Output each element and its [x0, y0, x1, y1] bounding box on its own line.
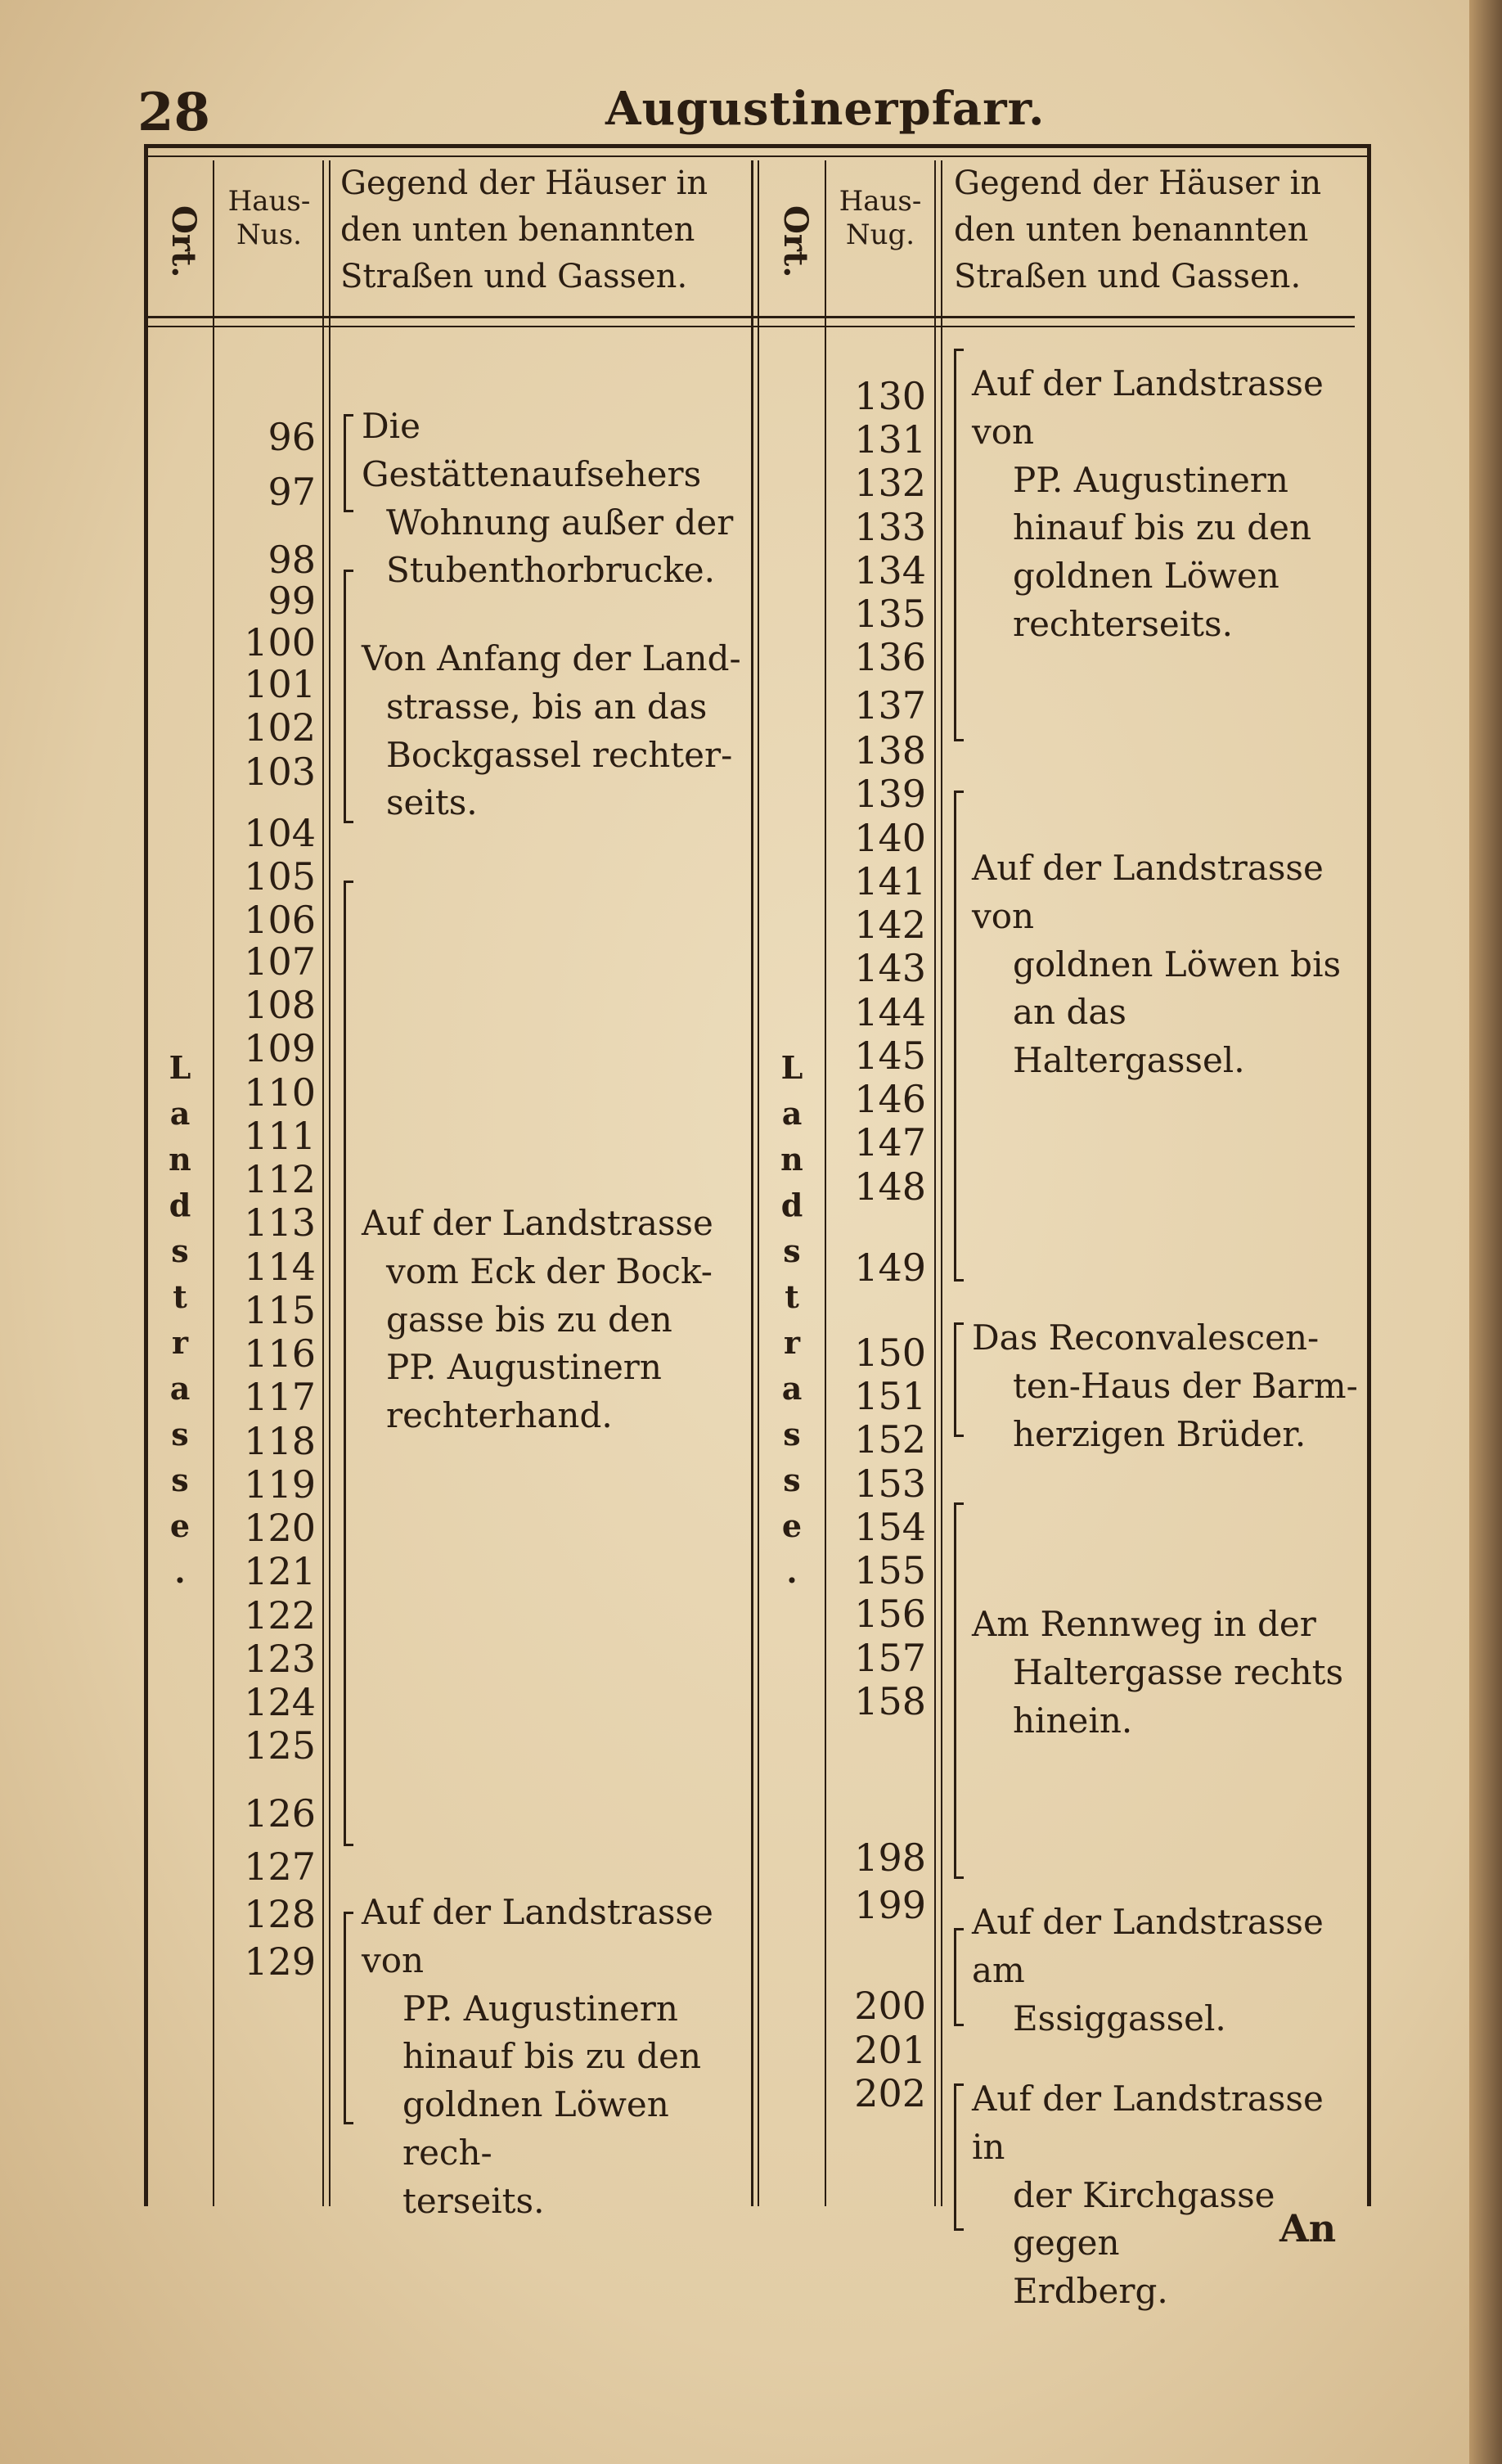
right-entry-5 [972, 1899, 1363, 2043]
entry-line: goldnen Löwen [1013, 556, 1279, 597]
header-gegend-line: Gegend der Häuser in [340, 164, 708, 202]
entry-line: herzigen Brüder. [1013, 1413, 1306, 1454]
house-number: 145 [854, 1033, 926, 1078]
entry-line: Auf der Landstrasse am [972, 1902, 1324, 1990]
col-rule-3 [825, 160, 826, 2206]
house-number: 96 [268, 414, 316, 459]
brace [344, 414, 354, 512]
col-rule-4 [934, 160, 936, 2206]
entry-line: Die Gestättenaufsehers [362, 406, 702, 494]
entry-line: hinauf bis zu den [1013, 507, 1312, 548]
house-number: 140 [854, 815, 926, 860]
left-entry-2 [362, 635, 746, 827]
entry-line: ten-Haus der Barm- [1013, 1365, 1358, 1406]
house-number: 139 [854, 772, 926, 817]
house-number: 200 [854, 1984, 926, 2029]
side-label-letter: s [171, 1462, 189, 1498]
brace [954, 2083, 965, 2231]
entry-line: Wohnung außer der [386, 502, 734, 543]
house-number: 117 [244, 1375, 316, 1420]
house-number: 125 [244, 1723, 316, 1768]
left-entry-4 [362, 1889, 746, 2226]
side-label-letter: s [783, 1462, 801, 1498]
side-label-letter: a [169, 1095, 191, 1132]
header-rule-thin [144, 326, 1355, 327]
header-haus-nr-right: Haus- Nug. [839, 185, 922, 251]
entry-line: strasse, bis an das [386, 686, 708, 727]
house-number: 104 [244, 810, 316, 855]
col-rule-2b [329, 160, 331, 2206]
catchword: An [1279, 2206, 1337, 2250]
house-number: 103 [244, 749, 316, 794]
left-entry-1 [362, 403, 746, 595]
entry-line: Am Rennweg in der [972, 1604, 1316, 1644]
entry-line: Essiggassel. [1013, 1998, 1226, 2038]
header-gegend-line: Straßen und Gassen. [340, 257, 688, 295]
side-label-letter: e [781, 1507, 803, 1544]
top-rule-thin [144, 155, 1371, 157]
house-number: 155 [854, 1548, 926, 1593]
house-number: 120 [244, 1506, 316, 1551]
house-number: 118 [244, 1418, 316, 1463]
entry-line: PP. Augustinern [1013, 459, 1288, 500]
house-number: 135 [854, 592, 926, 637]
house-number: 138 [854, 728, 926, 773]
page-edge [1469, 0, 1502, 2464]
right-entry-2 [972, 845, 1363, 1085]
page-number: 28 [137, 82, 211, 143]
house-number: 107 [244, 939, 316, 984]
house-number: 134 [854, 547, 926, 592]
col-rule-mid-b [758, 160, 759, 2206]
house-number: 201 [854, 2027, 926, 2072]
entry-line: PP. Augustinern [402, 1988, 678, 2029]
entry-line: Auf der Landstrasse [362, 1203, 713, 1243]
house-number: 143 [854, 946, 926, 991]
side-label-letter: . [174, 1553, 186, 1590]
house-number: 133 [854, 504, 926, 549]
header-ort: Ort. [164, 205, 203, 278]
side-label-letter: t [785, 1278, 799, 1315]
house-number: 147 [854, 1120, 926, 1165]
house-number: 98 [268, 537, 316, 582]
entry-line: Auf der Landstrasse in [972, 2079, 1324, 2167]
house-number: 157 [854, 1635, 926, 1680]
house-number: 156 [854, 1592, 926, 1637]
house-number: 199 [854, 1883, 926, 1928]
header-gegend-line: den unten benannten [954, 210, 1309, 249]
house-number: 121 [244, 1549, 316, 1594]
col-rule-mid [751, 160, 753, 2206]
side-label-letter: a [781, 1095, 803, 1132]
house-number: 151 [854, 1374, 926, 1419]
side-label-letter: s [171, 1416, 189, 1453]
entry-line: vom Eck der Bock- [386, 1250, 713, 1291]
house-number: 119 [244, 1462, 316, 1507]
col-rule-4b [941, 160, 942, 2206]
entry-line: Erdberg. [1013, 2271, 1168, 2312]
side-label-letter: s [783, 1416, 801, 1453]
side-label-letter: a [781, 1370, 803, 1407]
entry-line: rechterhand. [386, 1395, 613, 1436]
side-label-letter: a [169, 1370, 191, 1407]
side-label-letter: L [169, 1049, 191, 1086]
house-number: 108 [244, 983, 316, 1028]
side-label-letter: s [171, 1232, 189, 1269]
entry-line: Stubenthorbrucke. [386, 550, 715, 591]
col-rule-1 [213, 160, 214, 2206]
left-border [144, 144, 148, 2206]
right-entry-1 [972, 360, 1363, 649]
header-ort-right: Ort. [776, 205, 815, 278]
top-rule [144, 144, 1371, 148]
house-number: 115 [244, 1287, 316, 1332]
header-gegend-line: den unten benannten [340, 210, 695, 249]
house-number: 198 [854, 1835, 926, 1880]
brace [344, 881, 354, 1846]
entry-line: Auf der Landstrasse von [972, 363, 1324, 452]
entry-line: Bockgassel rechter- [386, 734, 733, 775]
house-number: 102 [244, 705, 316, 750]
house-number: 105 [244, 854, 316, 899]
brace [954, 349, 965, 741]
house-number: 158 [854, 1678, 926, 1723]
side-label-letter: d [169, 1187, 191, 1223]
house-number: 97 [268, 470, 316, 515]
side-label-letter: r [783, 1324, 801, 1361]
side-label-letter: n [169, 1141, 191, 1178]
house-number: 127 [244, 1844, 316, 1889]
house-number: 123 [244, 1636, 316, 1681]
right-entry-6 [972, 2075, 1363, 2316]
house-number: 101 [244, 662, 316, 707]
entry-line: Auf der Landstrasse von [972, 848, 1324, 936]
entry-line: goldnen Löwen bis [1013, 944, 1342, 984]
house-number: 126 [244, 1791, 316, 1836]
entry-line: seits. [386, 782, 478, 823]
house-number: 152 [854, 1417, 926, 1462]
side-label-letter: e [169, 1507, 191, 1544]
house-number: 110 [244, 1070, 316, 1115]
brace [954, 791, 965, 1282]
house-number: 128 [244, 1891, 316, 1936]
brace [954, 1502, 965, 1879]
entry-line: Von Anfang der Land- [362, 638, 741, 678]
house-number: 132 [854, 461, 926, 506]
house-number: 202 [854, 2070, 926, 2115]
header-gegend-line: Straßen und Gassen. [954, 257, 1302, 295]
house-number: 136 [854, 635, 926, 680]
col-rule-2 [322, 160, 324, 2206]
house-number: 106 [244, 898, 316, 943]
header-gegend-line: Gegend der Häuser in [954, 164, 1322, 202]
left-entry-3 [362, 1200, 746, 1440]
side-label-letter: d [780, 1187, 803, 1223]
right-entry-3 [972, 1314, 1363, 1458]
running-head: Augustinerpfarr. [605, 82, 1046, 136]
right-entry-4 [972, 1601, 1363, 1745]
header-gegend [340, 160, 741, 300]
side-label-letter: s [783, 1232, 801, 1269]
entry-line: PP. Augustinern [386, 1347, 662, 1388]
side-label-letter: . [786, 1553, 798, 1590]
entry-line: hinein. [1013, 1700, 1133, 1741]
house-number: 131 [854, 417, 926, 462]
house-number: 112 [244, 1157, 316, 1202]
house-number: 111 [244, 1113, 316, 1158]
entry-line: gasse bis zu den [386, 1299, 672, 1340]
brace [954, 1322, 965, 1437]
side-label-right [776, 1049, 808, 1602]
house-number: 100 [244, 620, 316, 665]
entry-line: rechterseits. [1013, 603, 1233, 644]
brace [344, 1912, 354, 2124]
brace [344, 570, 354, 823]
house-number: 114 [244, 1244, 316, 1289]
house-number: 144 [854, 989, 926, 1034]
house-number: 122 [244, 1592, 316, 1637]
house-number: 99 [268, 579, 316, 624]
house-number: 149 [854, 1245, 926, 1290]
house-number: 130 [854, 373, 926, 418]
entry-line: an das Haltergassel. [1013, 992, 1245, 1081]
house-number: 124 [244, 1679, 316, 1724]
side-label-letter: n [780, 1141, 803, 1178]
house-number: 141 [854, 858, 926, 903]
house-number: 153 [854, 1461, 926, 1506]
entry-line: goldnen Löwen rech- [402, 2084, 669, 2173]
house-number: 116 [244, 1331, 316, 1376]
house-number: 113 [244, 1200, 316, 1246]
house-number: 137 [854, 682, 926, 727]
house-number: 154 [854, 1504, 926, 1549]
header-haus-nr: Haus- Nus. [227, 185, 311, 251]
entry-line: Haltergasse rechts [1013, 1651, 1344, 1692]
entry-line: hinauf bis zu den [402, 2036, 702, 2077]
house-number: 109 [244, 1026, 316, 1071]
entry-line: Das Reconvalescen- [972, 1318, 1320, 1358]
house-number: 150 [854, 1330, 926, 1375]
house-number: 148 [854, 1164, 926, 1209]
entry-line: terseits. [402, 2180, 545, 2221]
table-frame [144, 144, 1371, 2312]
entry-line: der Kirchgasse gegen [1013, 2174, 1275, 2264]
side-label-left [164, 1049, 196, 1602]
side-label-letter: L [780, 1049, 803, 1086]
house-number: 146 [854, 1077, 926, 1122]
house-number: 142 [854, 903, 926, 948]
entry-line: Auf der Landstrasse von [362, 1892, 713, 1980]
header-rule [144, 316, 1355, 318]
side-label-letter: t [173, 1278, 187, 1315]
header-gegend-right [954, 160, 1359, 300]
brace [954, 1928, 965, 2026]
side-label-letter: r [171, 1324, 189, 1361]
house-number: 129 [244, 1939, 316, 1984]
right-border [1367, 144, 1371, 2206]
